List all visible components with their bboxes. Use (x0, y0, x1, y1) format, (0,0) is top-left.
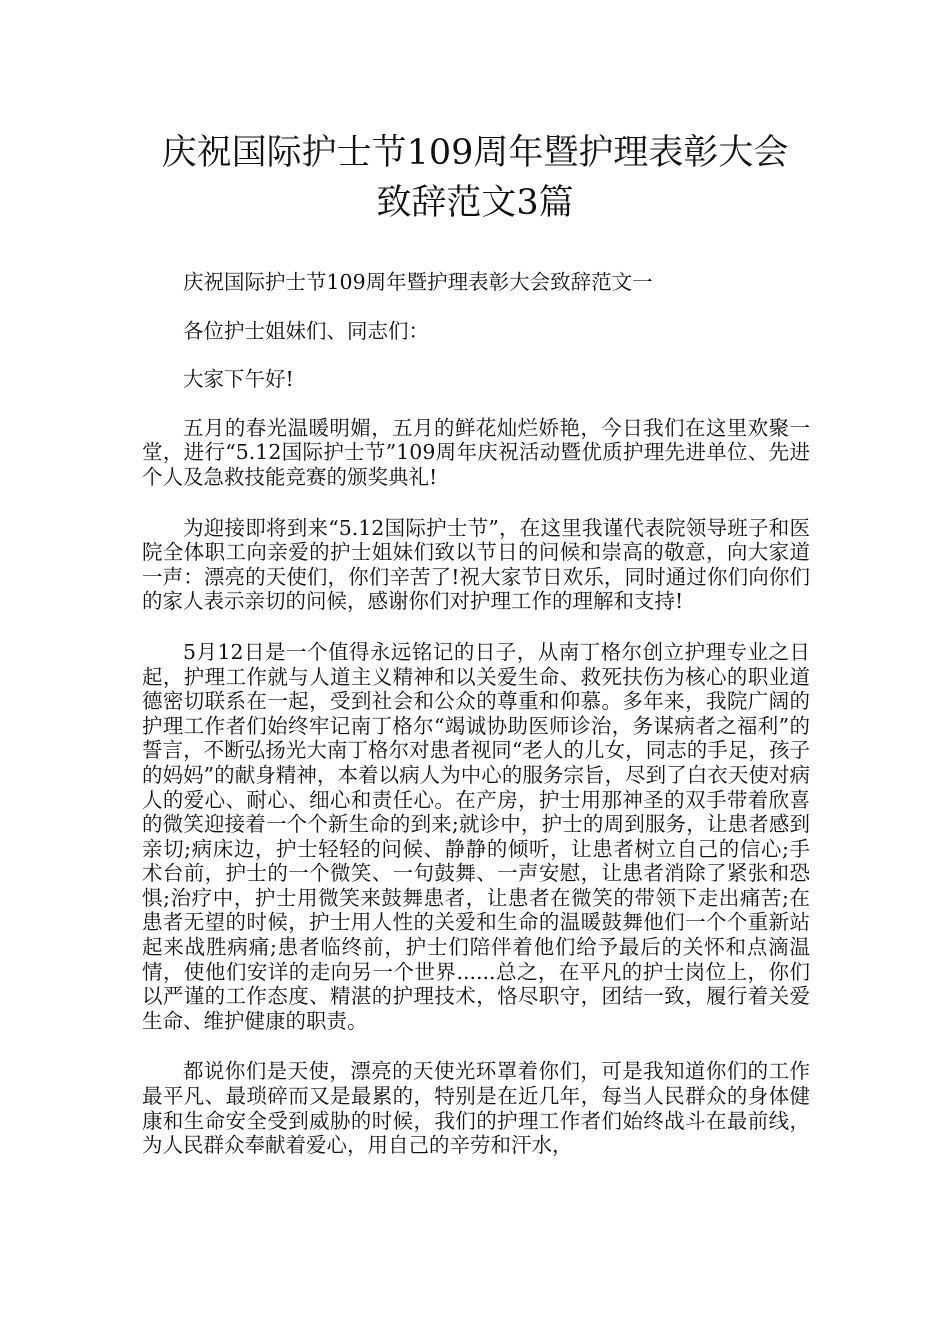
paragraph: 都说你们是天使，漂亮的天使光环罩着你们，可是我知道你们的工作最平凡、最琐碎而又是最累的，特别是在近几年，每当人民群众的身体健康和生命安全受到威胁的时候，我们的护理工作者们始终战斗在最前线，为人民群众奉献着爱心，用自己的辛劳和汗水， (142, 1059, 810, 1158)
section-heading: 庆祝国际护士节109周年暨护理表彰大会致辞范文一 (183, 270, 653, 294)
title-line-1: 庆祝国际护士节109周年暨护理表彰大会 (161, 133, 789, 173)
document-body (142, 270, 810, 1184)
paragraph: 5月12日是一个值得永远铭记的日子，从南丁格尔创立护理专业之日起，护理工作就与人道主义精神和以关爱生命、救死扶伤为核心的职业道德密切联系在一起，受到社会和公众的尊重和仰慕。多年来，我院广阔的护理工作者们始终牢记南丁格尔“竭诚协助医师诊治，务谋病者之福利”的誓言，不断弘扬光大南丁格尔对患者视同“老人的儿女，同志的手足，孩子的妈妈”的献身精神，本着以病人为中心的服务宗旨，尽到了白衣天使对病人的爱心、耐心、细心和责任心。在产房，护士用那神圣的双手带着欣喜的微笑迎接着一个个新生命的到来;就诊中，护士的周到服务，让患者感到亲切;病床边，护士轻轻的问候、静静的倾听，让患者树立自己的信心;手术台前，护士的一个微笑、一句鼓舞、一声安慰，让患者消除了紧张和恐惧;治疗中，护士用微笑来鼓舞患者，让患者在微笑的带领下走出痛苦;在患者无望的时候，护士用人性的关爱和生命的温暖鼓舞他们一个个重新站起来战胜病痛;患者临终前，护士们陪伴着他们给予最后的关怀和点滴温情，使他们安详的走向另一个世界......总之，在平凡的护士岗位上，你们以严谨的工作态度、精湛的护理技术，恪尽职守，团结一致，履行着关爱生命、维护健康的职责。 (142, 639, 810, 1033)
paragraph: 五月的春光温暖明媚，五月的鲜花灿烂娇艳，今日我们在这里欢聚一堂，进行“5.12国际护士节”109周年庆祝活动暨优质护理先进单位、先进个人及急救技能竞赛的颁奖典礼! (142, 415, 810, 489)
salutation: 各位护士姐妹们、同志们： (183, 318, 429, 343)
document-title (0, 128, 950, 228)
title-line-2: 致辞范文3篇 (376, 183, 574, 223)
paragraph: 为迎接即将到来“5.12国际护士节”，在这里我谨代表院领导班子和医院全体职工向亲爱的护士姐妹们致以节日的问候和崇高的敬意，向大家道一声：漂亮的天使们，你们辛苦了!祝大家节日欢乐，同时通过你们向你们的家人表示亲切的问候，感谢你们对护理工作的理解和支持! (142, 515, 810, 614)
greeting: 大家下午好! (183, 367, 294, 392)
